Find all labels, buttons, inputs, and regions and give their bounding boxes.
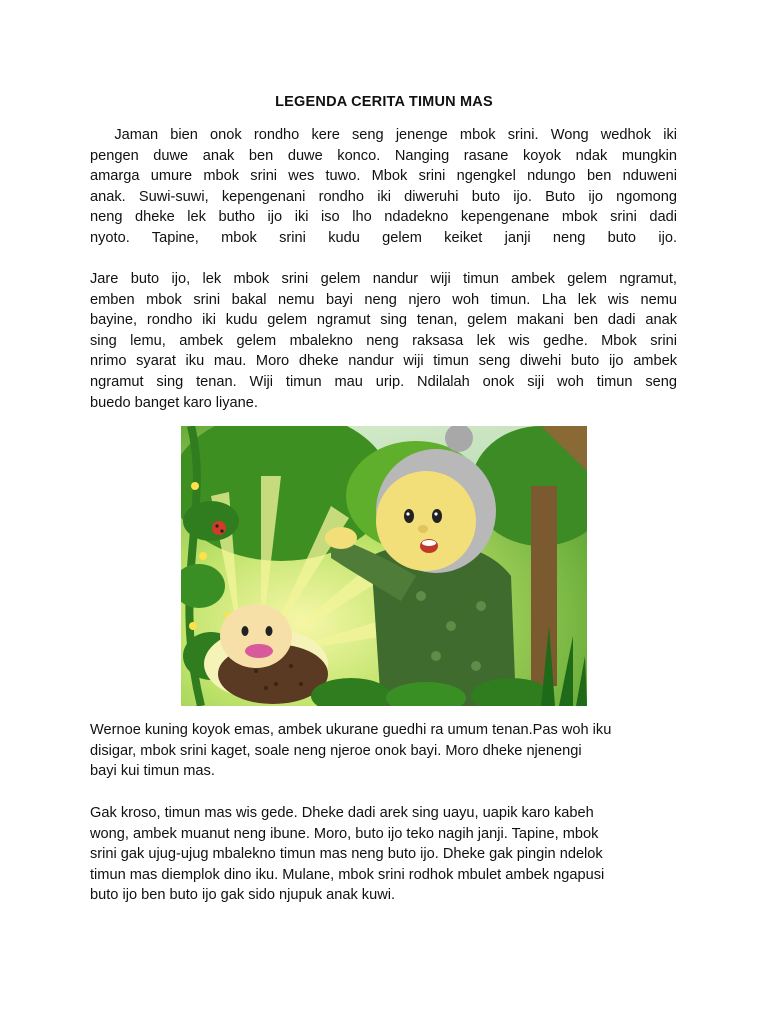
paragraph-3-line: bayi kui timun mas. (90, 763, 215, 780)
paragraph-4-line: srini gak ujug-ujug mbalekno timun mas neng buto ijo. Dheke gak pingin ndelok (90, 846, 603, 863)
paragraph-4-line: buto ijo ben buto ijo gak sido njupuk anak kuwi. (90, 887, 396, 904)
timun-mas-illustration (181, 426, 587, 706)
paragraph-2-line: emben mbok srini bakal nemu bayi neng njero woh timun. Lha lek wis nemu (90, 291, 677, 308)
paragraph-4-line: wong, ambek muanut neng ibune. Moro, buto ijo teko nagih janji. Tapine, mbok (90, 825, 599, 842)
paragraph-2-line: buedo banget karo liyane. (90, 394, 258, 411)
paragraph-1-line: amarga umure mbok srini wes tuwo. Mbok srini ngengkel ndungo ben nduweni (90, 168, 677, 185)
paragraph-4 (90, 803, 677, 906)
paragraph-3-line: disigar, mbok srini kaget, soale neng njeroe onok bayi. Moro dheke njenengi (90, 742, 582, 759)
document-title: LEGENDA CERITA TIMUN MAS (275, 94, 493, 110)
paragraph-3 (90, 720, 677, 782)
paragraph-2-line: ngramut sing tenan. Wiji timun mau urip. Ndilalah onok siji woh timun seng (90, 373, 677, 390)
paragraph-2 (90, 269, 677, 413)
paragraph-3-line: Wernoe kuning koyok emas, ambek ukurane guedhi ra umum tenan.Pas woh iku (90, 722, 612, 738)
paragraph-2-line: sing lemu, ambek gelem mbalekno neng raksasa lek wis gedhe. Mbok srini (90, 332, 677, 349)
paragraph-2-line: bayine, rondho iki kudu gelem ngramut sing tenan, gelem makani ben dadi anak (90, 312, 677, 329)
paragraph-1-line: pengen duwe anak ben duwe konco. Nanging rasane koyok ndak mungkin (90, 147, 677, 164)
paragraph-1-line: anak. Suwi-suwi, kepengenani rondho iki diweruhi buto ijo. Buto ijo ngomong (90, 188, 677, 205)
paragraph-4-line: timun mas diemplok dino iku. Mulane, mbok srini rodhok mbulet ambek ngapusi (90, 866, 605, 883)
paragraph-1-line: neng dheke lek butho ijo iki iso lho ndadekno kepengenane mbok srini dadi (90, 209, 677, 226)
paragraph-1-line: nyoto. Tapine, mbok srini kudu gelem keiket janji neng buto ijo. (90, 229, 677, 246)
paragraph-4-line: Gak kroso, timun mas wis gede. Dheke dadi arek sing uayu, uapik karo kabeh (90, 805, 594, 821)
paragraph-1 (90, 125, 677, 249)
paragraph-2-line: Jare buto ijo, lek mbok srini gelem nandur wiji timun ambek gelem ngramut, (90, 271, 677, 287)
paragraph-1-line: Jaman bien onok rondho kere seng jenenge mbok srini. Wong wedhok iki (90, 127, 678, 143)
paragraph-2-line: nrimo syarat iku mau. Moro dheke nandur wiji timun seng diwehi buto ijo ambek (90, 353, 677, 370)
